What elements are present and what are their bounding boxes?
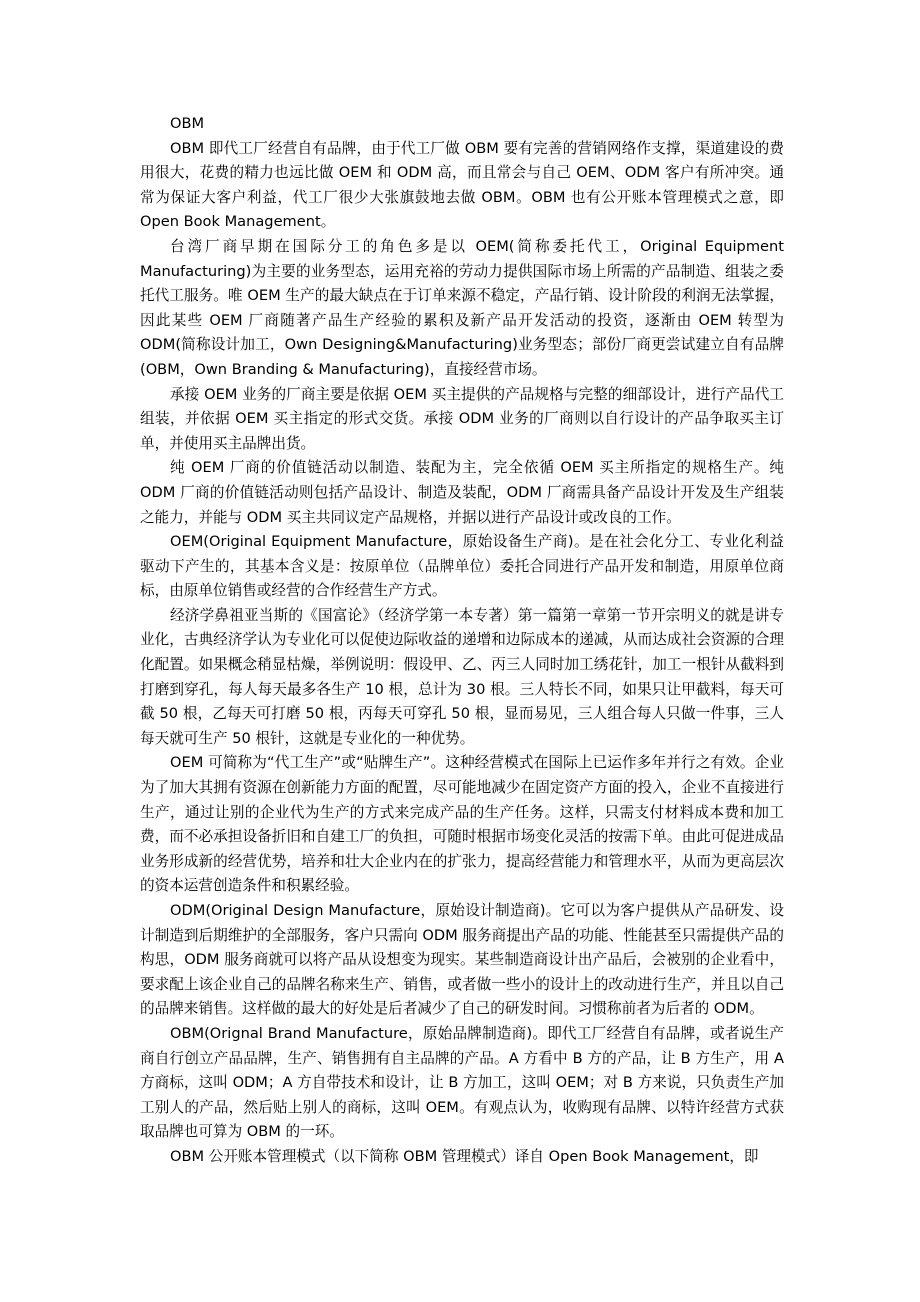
section-heading: OBM	[170, 115, 205, 132]
paragraph-specialization: 经济学鼻祖亚当斯的《国富论》（经济学第一本专著）第一篇第一章第一节开宗明义的就是讲专业化，古典经济学认为专业化可以促使边际收益的递增和边际成本的递减，从而达成社会资源的合理化配置。如果概念稍显枯燥，举例说明：假设甲、乙、丙三人同时加工绣花针，加工一根针从截料到打磨到穿孔，每人每天最多各生产 10 根，总计为 30 根。三人特长不同，如果只让甲截料，每天可截 50 根，乙每天可打磨 50 根，丙每天可穿孔 50 根，显而易见，三人组合每人只做一件事，三人每天就可生产 50 根针，这就是专业化的一种优势。	[140, 606, 784, 747]
paragraph-oem-mode: OEM 可简称为“代工生产”或“贴牌生产”。这种经营模式在国际上已运作多年并行之有效。企业为了加大其拥有资源在创新能力方面的配置，尽可能地减少在固定资产方面的投入，企业不直接进行生产，通过让别的企业代为生产的方式来完成产品的生产任务。这样，只需支付材料成本费和加工费，而不必承担设备折旧和自建工厂的负担，可随时根据市场变化灵活的按需下单。由此可促进成品业务形成新的经营优势，培养和壮大企业内在的扩张力，提高经营能力和管理水平，从而为更高层次的资本运营创造条件和积累经验。	[140, 754, 784, 895]
paragraph-odm-definition: ODM(Original Design Manufacture，原始设计制造商)。它可以为客户提供从产品研发、设计制造到后期维护的全部服务，客户只需向 ODM 服务商提出产品的功能、性能甚至只需提供产品的构思，ODM 服务商就可以将产品从设想变为现实。某些制造商设计出产品后，会被别的企业看中，要求配上该企业自己的品牌名称来生产、销售，或者做一些小的设计上的改动进行生产，并且以自己的品牌来销售。这样做的最大的好处是后者减少了自己的研发时间。习惯称前者为后者的 ODM。	[140, 902, 784, 1018]
paragraph-value-chain: 纯 OEM 厂商的价值链活动以制造、装配为主，完全依循 OEM 买主所指定的规格生产。纯 ODM 厂商的价值链活动则包括产品设计、制造及装配，ODM 厂商需具备产品设计开发及生产组装之能力，并能与 ODM 买主共同议定产品规格，并据以进行产品设计或改良的工作。	[140, 459, 784, 526]
paragraph-obm-brand: OBM(Orignal Brand Manufacture，原始品牌制造商)。即代工厂经营自有品牌，或者说生产商自行创立产品品牌，生产、销售拥有自主品牌的产品。A 方看中 B 方的产品，让 B 方生产，用 A 方商标，这叫 ODM；A 方自带技术和设计，让 B 方加工，这叫 OEM；对 B 方来说，只负责生产加工别人的产品，然后贴上别人的商标，这叫 OEM。有观点认为，收购现有品牌、以特许经营方式获取品牌也可算为 OBM 的一环。	[140, 1024, 784, 1141]
document-page	[140, 112, 784, 1170]
paragraph-obm-definition: OBM 即代工厂经营自有品牌，由于代工厂做 OBM 要有完善的营销网络作支撑，渠道建设的费用很大，花费的精力也远比做 OEM 和 ODM 高，而且常会与自己 OEM、ODM 客户有所冲突。通常为保证大客户利益，代工厂很少大张旗鼓地去做 OBM。OBM 也有公开账本管理模式之意，即 Open Book Management。	[140, 139, 784, 231]
paragraph-taiwan-oem: 台湾厂商早期在国际分工的角色多是以 OEM(简称委托代工，Original Equipment Manufacturing)为主要的业务型态，运用充裕的劳动力提供国际市场上所需的产品制造、组装之委托代工服务。唯 OEM 生产的最大缺点在于订单来源不稳定，产品行销、设计阶段的利润无法掌握，因此某些 OEM 厂商随著产品生产经验的累积及新产品开发活动的投资，逐渐由 OEM 转型为 ODM(简称设计加工，Own Designing&Manufacturing)业务型态；部份厂商更尝试建立自有品牌(OBM，Own Branding & Manufacturing)，直接经营市场。	[140, 237, 784, 378]
paragraph-oem-odm-orders: 承接 OEM 业务的厂商主要是依据 OEM 买主提供的产品规格与完整的细部设计，进行产品代工组装，并依据 OEM 买主指定的形式交货。承接 ODM 业务的厂商则以自行设计的产品争取买主订单，并使用买主品牌出货。	[140, 385, 784, 452]
paragraph-obm-management: OBM 公开账本管理模式（以下简称 OBM 管理模式）译自 Open Book Management，即	[170, 1147, 759, 1165]
paragraph-oem-definition: OEM(Original Equipment Manufacture，原始设备生产商)。是在社会化分工、专业化利益驱动下产生的，其基本含义是：按原单位（品牌单位）委托合同进行产品开发和制造，用原单位商标，由原单位销售或经营的合作经营生产方式。	[140, 533, 784, 600]
